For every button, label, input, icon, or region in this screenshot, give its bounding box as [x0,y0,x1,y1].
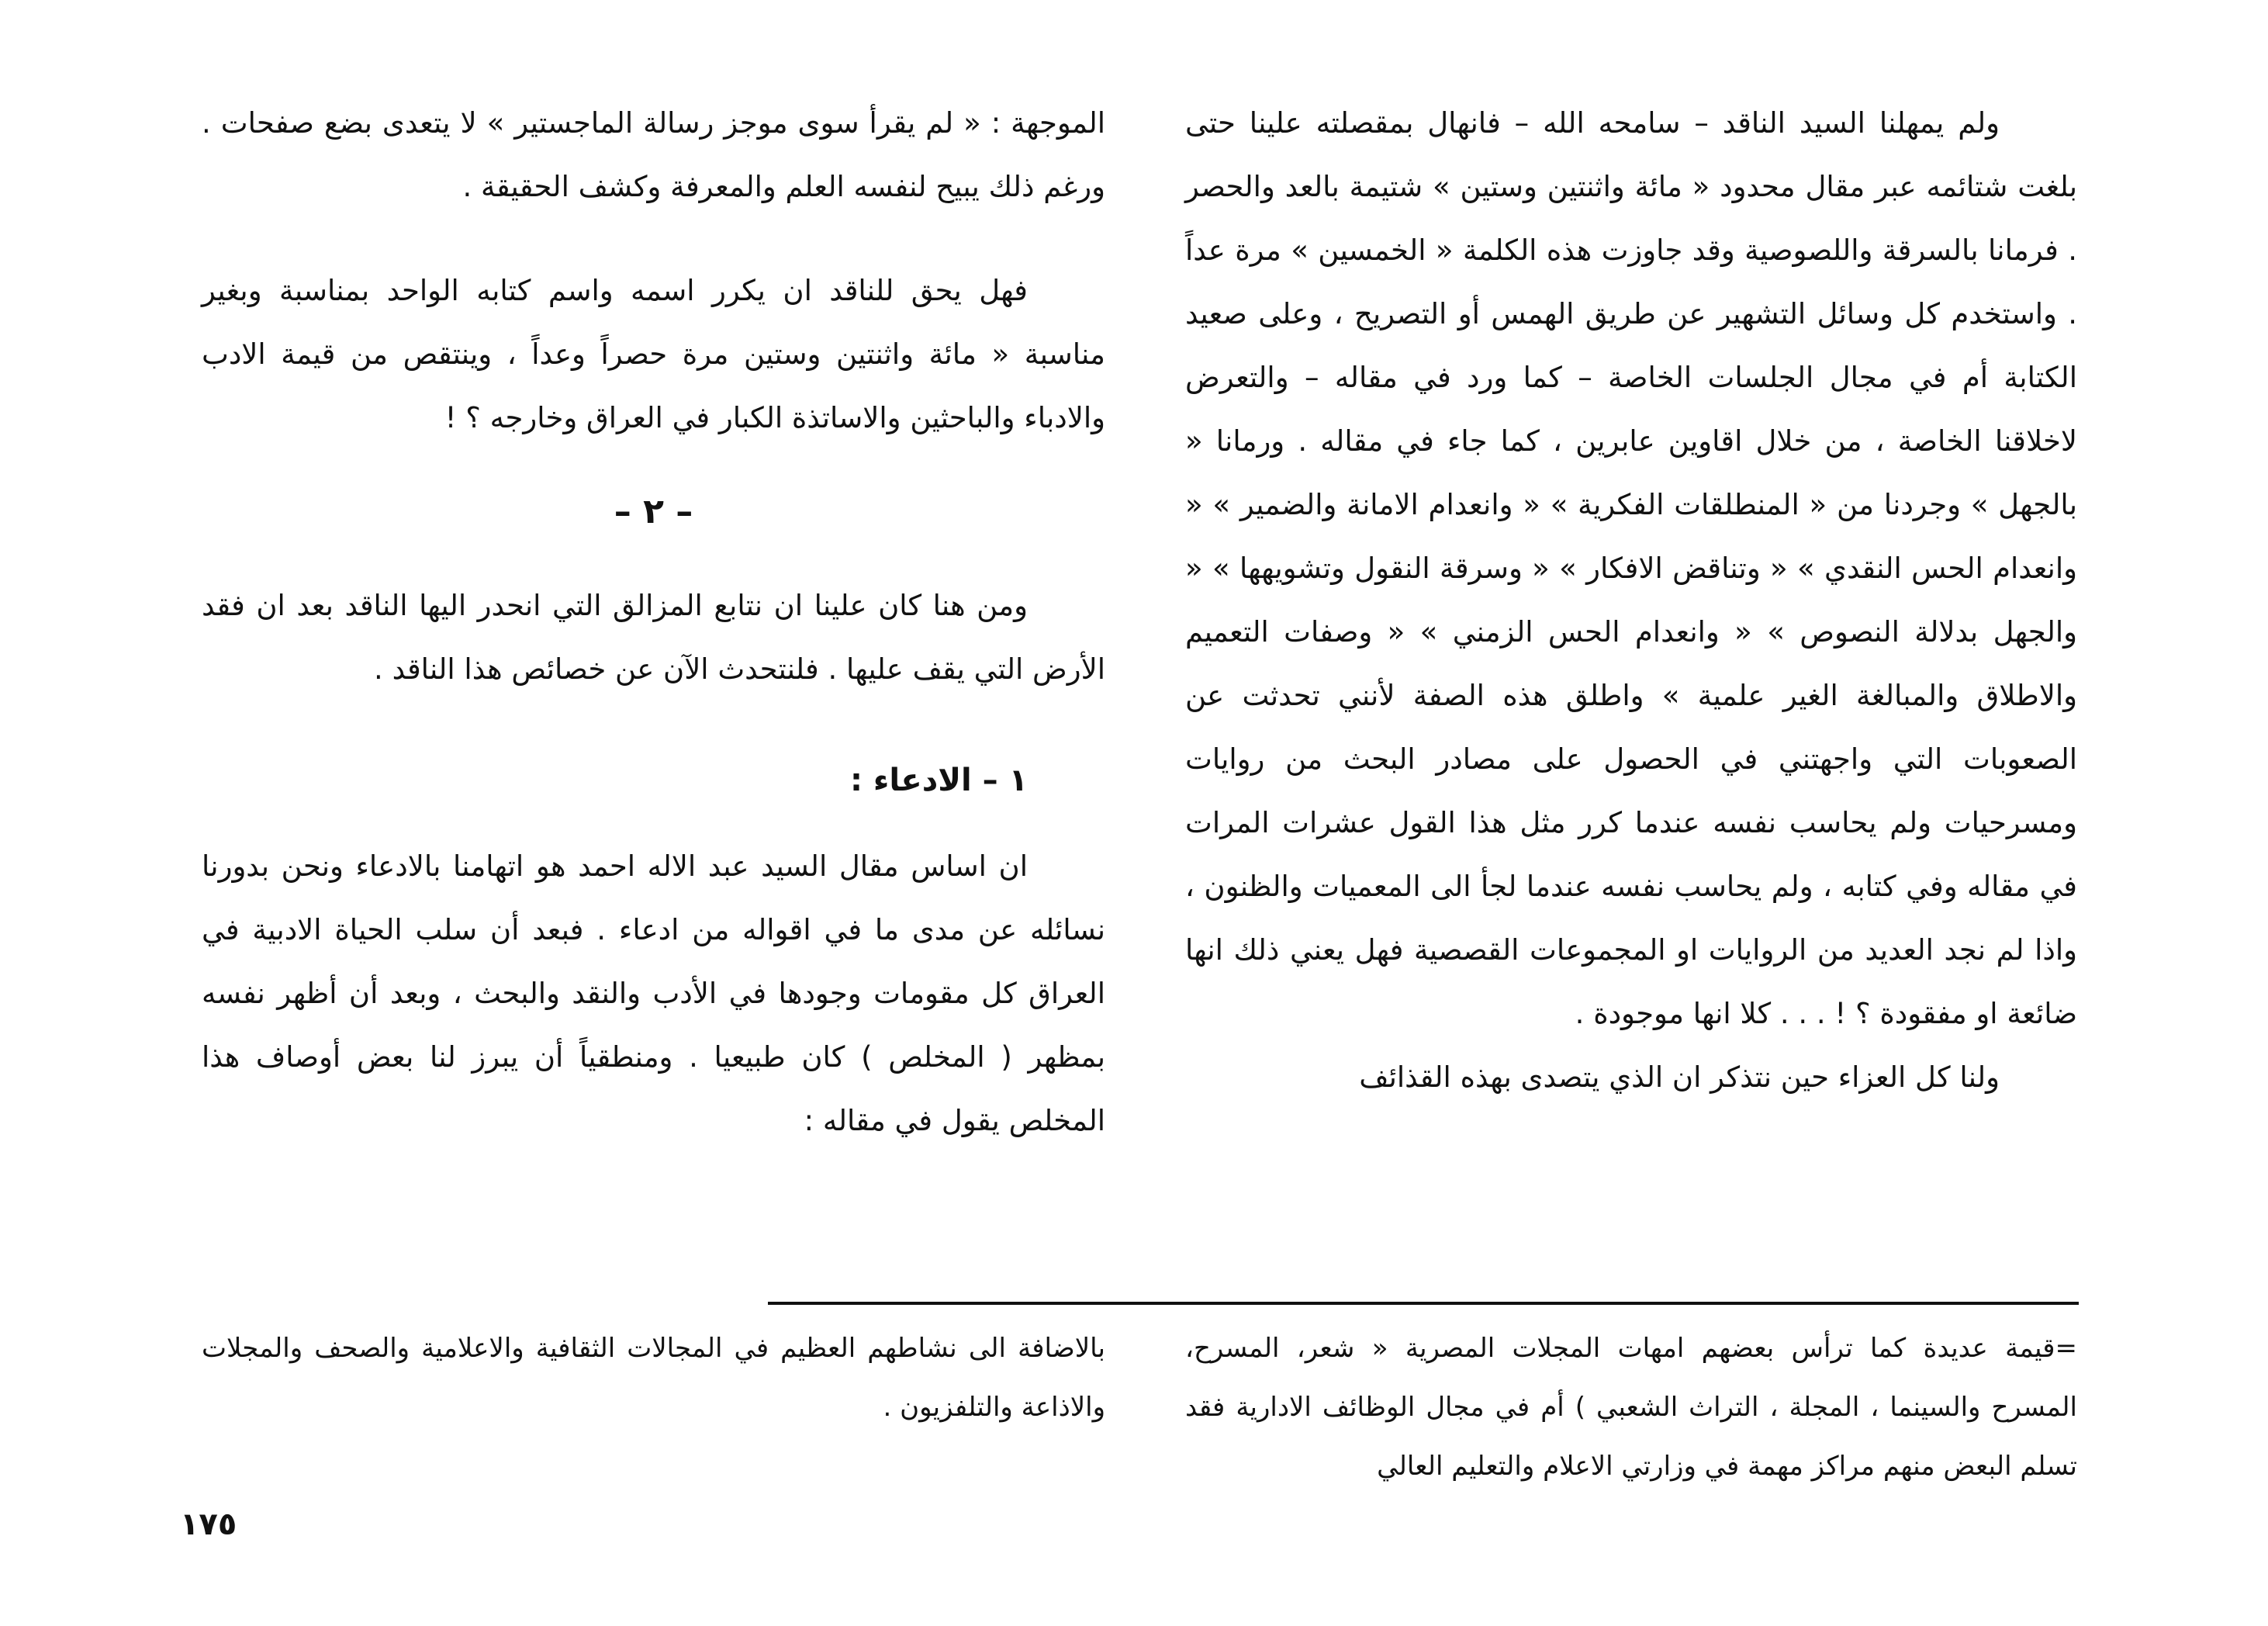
footnote-left [202,1319,1105,1437]
body-paragraph: الموجهة : « لم يقرأ سوى موجز رسالة الماجستير » لا يتعدى بضع صفحات . ورغم ذلك يبيح لنفسه العلم والمعرفة وكشف الحقيقة . [202,106,1105,203]
body-paragraph: ان اساس مقال السيد عبد الاله احمد هو اتهامنا بالادعاء ونحن بدورنا نسائله عن مدى ما في اقواله من ادعاء . فبعد أن سلب الحياة الادبية في العراق كل مقومات وجودها في الأدب والنقد والبحث ، وبعد أن أظهر نفسه بمظهر ( المخلص ) كان طبيعيا . ومنطقياً أن يبرز لنا بعض أوصاف هذا المخلص يقول في مقاله : [202,849,1105,1137]
body-paragraph: ولنا كل العزاء حين نتذكر ان الذي يتصدى بهذه القذائف [1359,1060,2000,1094]
body-paragraph: ومن هنا كان علينا ان نتابع المزالق التي انحدر اليها الناقد بعد ان فقد الأرض التي يقف عليها . فلنتحدث الآن عن خصائص هذا الناقد . [202,589,1105,686]
body-paragraph: ولم يمهلنا السيد الناقد – سامحه الله – فانهال بمقصلته علينا حتى بلغت شتائمه عبر مقال محدود « مائة واثنتين وستين » شتيمة بالعد والحصر . فرمانا بالسرقة واللصوصية وقد جاوزت هذه الكلمة « الخمسين » مرة عداً . واستخدم كل وسائل التشهير عن طريق الهمس أو التصريح ، وعلى صعيد الكتابة أم في مجال الجلسات الخاصة – كما ورد في مقاله – والتعرض لاخلاقنا الخاصة ، من خلال اقاوين عابرين ، كما جاء في مقاله . ورمانا « بالجهل » وجردنا من « المنطلقات الفكرية » « وانعدام الامانة والضمير » « وانعدام الحس النقدي » « وتناقض الافكار » « وسرقة النقول وتشويهها » « والجهل بدلالة النصوص » « وانعدام الحس الزمني » « وصفات التعميم والاطلاق والمبالغة الغير علمية » واطلق هذه الصفة لأنني تحدثت عن الصعوبات التي واجهتني في الحصول على مصادر البحث من روايات ومسرحيات ولم يحاسب نفسه عندما كرر مثل هذا القول عشرات المرات في مقاله وفي كتابه ، ولم يحاسب نفسه عندما لجأ الى المعميات والظنون ، واذا لم نجد العديد من الروايات او المجموعات القصصية فهل يعني ذلك انها ضائعة او مفقودة ؟ ! . . . كلا انها موجودة . [1185,106,2077,1030]
right-column [1185,92,2077,1109]
paragraph-gap [202,219,1105,259]
footnote-text: بالاضافة الى نشاطهم العظيم في المجالات الثقافية والاعلامية والصحف والمجلات والاذاعة والتلفزيون . [202,1333,1105,1423]
body-paragraph: فهل يحق للناقد ان يكرر اسمه واسم كتابه الواحد بمناسبة وبغير مناسبة « مائة واثنتين وستين مرة حصراً وعداً ، وينتقص من قيمة الادب والادباء والباحثين والاساتذة الكبار في العراق وخارجه ؟ ! [202,274,1105,434]
paragraph-gap [202,701,1105,742]
section-subheading: ١ – الادعاء : [849,763,1028,798]
footnote-divider [768,1302,2079,1305]
page-number: ١٧٥ [180,1507,237,1542]
footnote-text: =قيمة عديدة كما ترأس بعضهم امهات المجلات المصرية « شعر، المسرح، المسرح والسينما ، المجلة ، التراث الشعبي ) أم في مجال الوظائف الادارية فقد تسلم البعض منهم مراكز مهمة في وزارتي الاعلام والتعليم العالي [1185,1333,2077,1482]
section-number: – ٢ – [614,492,693,531]
footnote-right [1185,1319,2077,1496]
left-column [202,92,1105,1153]
